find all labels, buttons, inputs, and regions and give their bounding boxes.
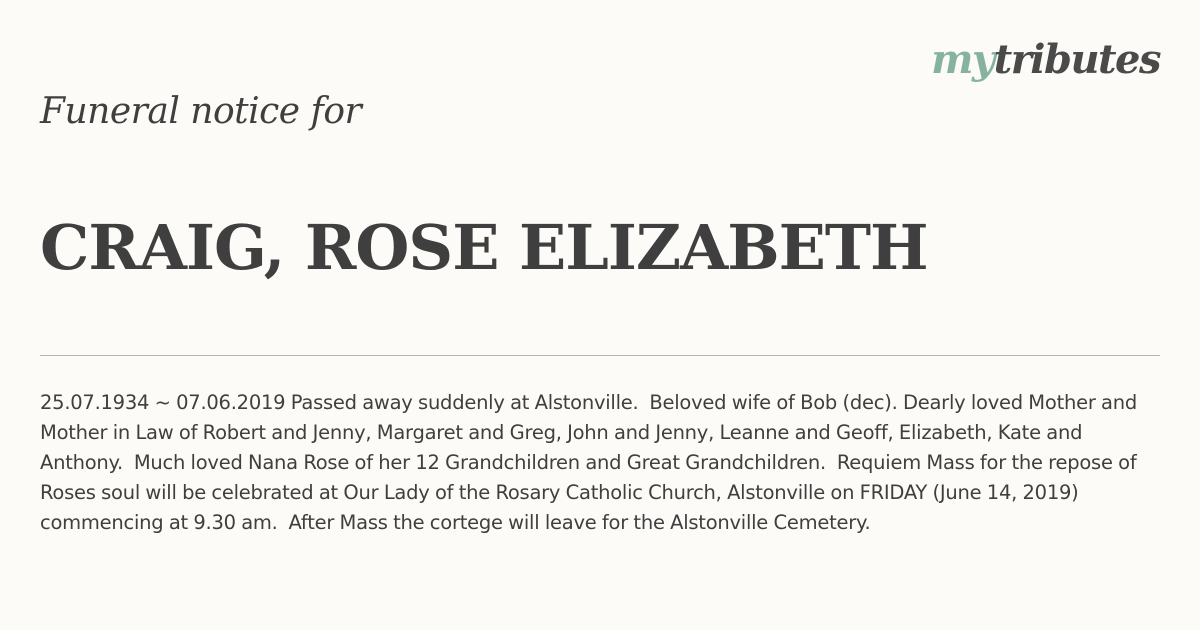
notice-subtitle: Funeral notice for — [40, 91, 362, 132]
logo-suffix: tributes — [993, 36, 1160, 83]
mytributes-logo[interactable] — [931, 36, 1160, 84]
notice-text: 25.07.1934 ~ 07.06.2019 Passed away suddenly at Alstonville. Beloved wife of Bob (dec). Dearly loved Mother and Mother in Law of Robert and Jenny, Margaret and Greg, John and Jenny, Leanne and Geoff, Elizabeth, Kate and Anthony. Much loved Nana Rose of her 12 Grandchildren and Great Grandchildren. Requiem Mass for the repose of Roses soul will be celebrated at Our Lady of the Rosary Catholic Church, Alstonville on FRIDAY (June 14, 2019) commencing at 9.30 am. After Mass the cortege will leave for the Alstonville Cemetery. — [40, 391, 1143, 534]
divider — [40, 355, 1160, 356]
logo-prefix: my — [931, 36, 994, 83]
deceased-name: CRAIG, ROSE ELIZABETH — [40, 211, 928, 284]
